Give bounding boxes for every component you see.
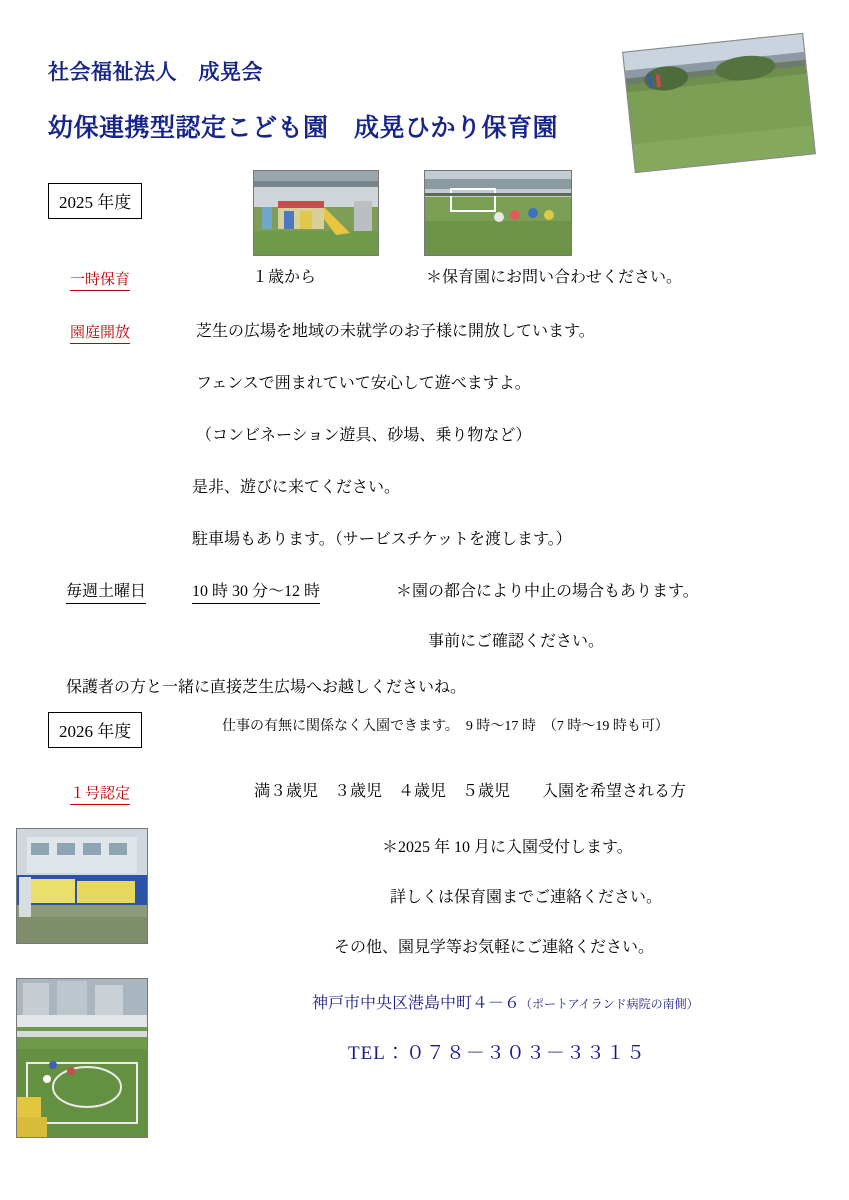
temporary-care-age: １歳から (252, 269, 317, 286)
schedule-day: 毎週土曜日 (66, 582, 146, 604)
application-note: ＊2025 年 10 月に入園受付します。 (382, 839, 633, 856)
detail-contact-note: 詳しくは保育園までご連絡ください。 (390, 889, 663, 906)
year-2025-box: 2025 年度 (48, 183, 142, 219)
year-2026-box: 2026 年度 (48, 712, 142, 748)
type-1-certification-label: １号認定 (70, 782, 130, 805)
yard-open-line-1: 芝生の広場を地域の未就学のお子様に開放しています。 (196, 323, 595, 340)
nursery-yard-photo (16, 978, 148, 1138)
yard-open-line-4: 是非、遊びに来てください。 (192, 479, 401, 496)
page-title: 幼保連携型認定こども園 成晃ひかり保育園 (48, 115, 559, 142)
yard-open-line-2: フェンスで囲まれていて安心して遊べますよ。 (196, 375, 531, 392)
yard-open-line-5: 駐車場もあります。（サービスチケットを渡します。） (192, 531, 572, 548)
temporary-care-note: ＊保育園にお問い合わせください。 (426, 269, 683, 286)
address-main: 神戸市中央区港島中町４－６ (312, 995, 521, 1012)
schedule-time: 10 時 30 分〜12 時 (192, 582, 320, 604)
schedule-note-2: 事前にご確認ください。 (428, 633, 605, 650)
yard-open-line-3: （コンビネーション遊具、砂場、乗り物など） (196, 427, 532, 444)
guardian-note: 保護者の方と一緒に直接芝生広場へお越しくださいね。 (66, 679, 467, 696)
nursery-building-photo (16, 828, 148, 944)
yard-open-label: 園庭開放 (70, 321, 130, 344)
type-1-ages: 満３歳児 ３歳児 ４歳児 ５歳児 入園を希望される方 (254, 783, 687, 800)
sports-field-photo (424, 170, 572, 256)
temporary-care-label: 一時保育 (70, 268, 130, 291)
tour-contact-note: その他、園見学等お気軽にご連絡ください。 (334, 939, 655, 956)
organization-name: 社会福祉法人 成晃会 (48, 60, 263, 84)
address-line (312, 990, 699, 1013)
lawn-field-photo (622, 33, 816, 173)
playground-photo (253, 170, 379, 256)
work-status-note: 仕事の有無に関係なく入園できます。 9 時〜17 時 （7 時〜19 時も可） (222, 719, 669, 734)
schedule-note: ＊園の都合により中止の場合もあります。 (396, 583, 699, 600)
address-sub: （ポートアイランド病院の南側） (520, 997, 699, 1011)
telephone-number: TEL：０７８－３０３－３３１５ (348, 1043, 646, 1064)
